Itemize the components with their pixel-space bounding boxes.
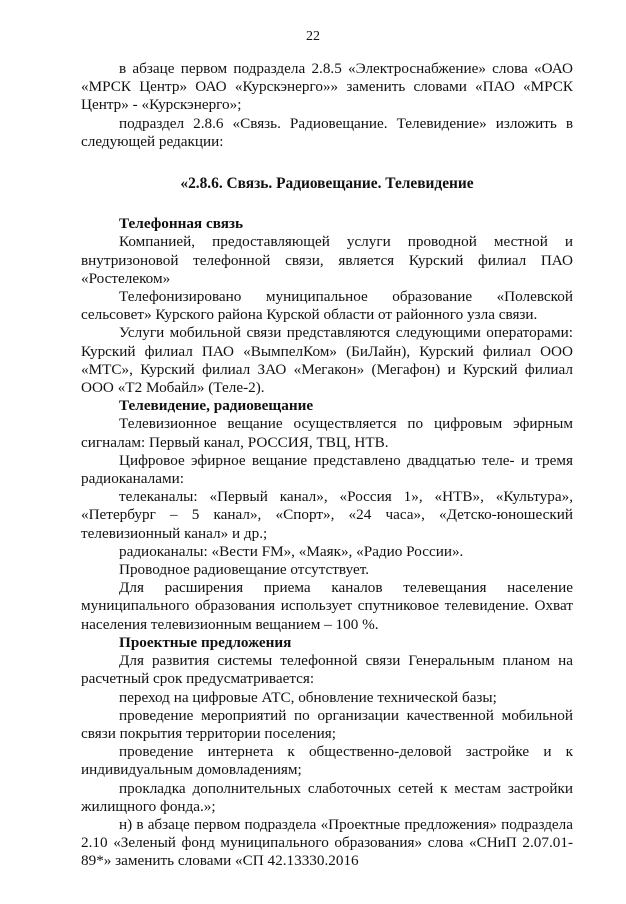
proposals-paragraph-5: прокладка дополнительных слаботочных сетей к местам застройки жилищного фонда.»; [81, 779, 573, 815]
telephone-paragraph-1: Компанией, предоставляющей услуги проводной местной и внутризоновой телефонной связи, является Курский филиал ПАО «Ростелеком» [81, 233, 573, 287]
section-heading: «2.8.6. Связь. Радиовещание. Телевидение [180, 175, 474, 193]
subheading-proposals: Проектные предложения [119, 633, 292, 651]
intro-paragraph-2: подраздел 2.8.6 «Связь. Радиовещание. Телевидение» изложить в следующей редакции: [81, 114, 573, 150]
telephone-paragraph-2: Телефонизировано муниципальное образование «Полевской сельсовет» Курского района Курской области от районного узла связи. [81, 288, 573, 324]
page-number: 22 [306, 29, 320, 44]
proposals-paragraph-3: проведение мероприятий по организации качественной мобильной связи покрытия территории поселения; [81, 706, 573, 742]
document-body [81, 60, 573, 871]
proposals-paragraph-1: Для развития системы телефонной связи Генеральным планом на расчетный срок предусматривается: [81, 652, 573, 688]
proposals-paragraph-2: переход на цифровые АТС, обновление технической базы; [119, 688, 497, 706]
telephone-paragraph-3: Услуги мобильной связи представляются следующими операторами: Курский филиал ПАО «ВымпелКом» (БиЛайн), Курский филиал ООО «МТС», Курский филиал ЗАО «Мегакон» (Мегафон) и Курский филиал ООО «Т2 Мобайл» (Теле-2). [81, 324, 573, 397]
tv-paragraph-6: Для расширения приема каналов телевещания население муниципального образования использует спутниковое телевидение. Охват населения телевизионным вещанием – 100 %. [81, 579, 573, 633]
tv-paragraph-1: Телевизионное вещание осуществляется по цифровым эфирным сигналам: Первый канал, РОССИЯ, ТВЦ, НТВ. [81, 415, 573, 451]
tv-paragraph-4: радиоканалы: «Вести FM», «Маяк», «Радио России». [119, 542, 464, 560]
tv-paragraph-2: Цифровое эфирное вещание представлено двадцатью теле- и тремя радиоканалами: [81, 451, 573, 488]
subheading-telephone: Телефонная связь [119, 215, 244, 233]
intro-paragraph-1: в абзаце первом подраздела 2.8.5 «Электроснабжение» слова «ОАО «МРСК Центр» ОАО «Курскэнерго»» заменить словами «ПАО «МРСК Центр» - «Курскэнерго»; [81, 60, 573, 114]
tv-paragraph-5: Проводное радиовещание отсутствует. [119, 561, 370, 579]
subheading-tv: Телевидение, радиовещание [119, 397, 314, 415]
proposals-paragraph-6: н) в абзаце первом подраздела «Проектные предложения» подраздела 2.10 «Зеленый фонд муниципального образования» слова «СНиП 2.07.01-89*» заменить словами «СП 42.13330.2016 [81, 815, 573, 870]
proposals-paragraph-4: проведение интернета к общественно-деловой застройке и к индивидуальным домовладениям; [81, 743, 573, 779]
tv-paragraph-3: телеканалы: «Первый канал», «Россия 1», «НТВ», «Культура», «Петербург – 5 канал», «Спорт», «24 часа», «Детско-юношеский телевизионный канал» и др.; [81, 488, 573, 542]
